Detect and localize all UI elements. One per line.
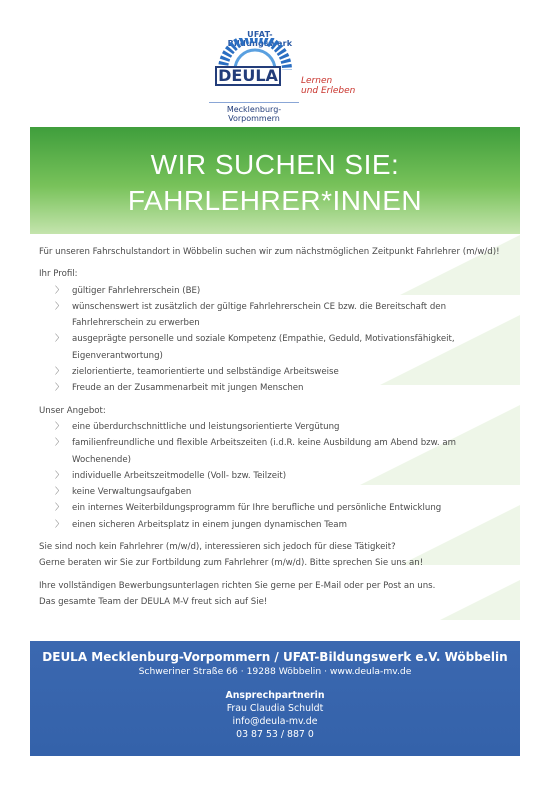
- chevron-right-icon: 〉: [55, 470, 64, 481]
- list-item: 〉 einen sicheren Arbeitsplatz in einem jungen dynamischen Team: [39, 517, 514, 533]
- job-description: [39, 244, 514, 610]
- list-item: 〉 Freude an der Zusammenarbeit mit jungen Menschen: [39, 380, 514, 396]
- chevron-right-icon: 〉: [55, 383, 64, 394]
- chevron-right-icon: 〉: [55, 438, 64, 449]
- contact-name: Frau Claudia Schuldt: [226, 703, 324, 714]
- contact-phone: 03 87 53 / 887 0: [236, 729, 314, 740]
- profile-list: [39, 283, 514, 397]
- list-item: 〉 zielorientierte, teamorientierte und selbständige Arbeitsweise: [39, 364, 514, 380]
- offer-heading: Unser Angebot:: [39, 405, 106, 416]
- list-item: 〉 keine Verwaltungsaufgaben: [39, 484, 514, 500]
- chevron-right-icon: 〉: [55, 285, 64, 296]
- chevron-right-icon: 〉: [55, 301, 64, 312]
- closing-line-2: Gerne beraten wir Sie zur Fortbildung zum Fahrlehrer (m/w/d). Bitte sprechen Sie uns an!: [39, 558, 424, 569]
- slogan-line-1: Lernen: [301, 76, 333, 86]
- list-item: 〉 ausgeprägte personelle und soziale Kompetenz (Empathie, Geduld, Motivationsfähigkeit, Eigenverantwortung): [39, 331, 514, 364]
- list-item: 〉 gültiger Fahrlehrerschein (BE): [39, 283, 514, 299]
- list-item: 〉 familienfreundliche und flexible Arbeitszeiten (i.d.R. keine Ausbildung am Abend bzw. am Wochenende): [39, 435, 514, 468]
- chevron-right-icon: 〉: [55, 519, 64, 530]
- offer-list: [39, 419, 514, 533]
- chevron-right-icon: 〉: [55, 334, 64, 345]
- deula-logo: [205, 30, 365, 123]
- profile-heading: Ihr Profil:: [39, 269, 78, 280]
- logo-region: Mecklenburg-Vorpommern: [209, 102, 299, 123]
- list-item: 〉 ein internes Weiterbildungsprogramm für Ihre berufliche und persönliche Entwicklung: [39, 500, 514, 516]
- contact-title: Ansprechpartnerin: [225, 690, 325, 701]
- closing-line-3: Ihre vollständigen Bewerbungsunterlagen richten Sie gerne per E-Mail oder per Post an uns.: [39, 580, 436, 591]
- logo-slogan: [301, 76, 355, 96]
- logo-wordmark: DEULA: [215, 66, 281, 86]
- headline-banner: [30, 127, 520, 234]
- closing-line-1: Sie sind noch kein Fahrlehrer (m/w/d), interessieren sich jedoch für diese Tätigkeit?: [39, 542, 396, 553]
- closing-line-4: Das gesamte Team der DEULA M-V freut sich auf Sie!: [39, 596, 268, 607]
- list-item: 〉 individuelle Arbeitszeitmodelle (Voll- bzw. Teilzeit): [39, 468, 514, 484]
- chevron-right-icon: 〉: [55, 367, 64, 378]
- chevron-right-icon: 〉: [55, 503, 64, 514]
- slogan-line-2: und Erleben: [301, 86, 356, 96]
- chevron-right-icon: 〉: [55, 487, 64, 498]
- footer-org: DEULA Mecklenburg-Vorpommern / UFAT-Bildungswerk e.V. Wöbbelin: [42, 650, 508, 664]
- contact-email[interactable]: info@deula-mv.de: [232, 716, 318, 727]
- footer-address: Schweriner Straße 66 · 19288 Wöbbelin · www.deula-mv.de: [138, 666, 412, 677]
- logo-arc-text: UFAT-Bildungswerk: [227, 30, 293, 48]
- headline-line-2: FAHRLEHRER*INNEN: [127, 185, 423, 216]
- chevron-right-icon: 〉: [55, 421, 64, 432]
- list-item: 〉 eine überdurchschnittliche und leistungsorientierte Vergütung: [39, 419, 514, 435]
- list-item: 〉 wünschenswert ist zusätzlich der gültige Fahrlehrerschein CE bzw. die Bereitschaft den Fahrlehrerschein zu erwerben: [39, 299, 514, 332]
- headline-line-1: WIR SUCHEN SIE:: [150, 149, 400, 180]
- intro-text: Für unseren Fahrschulstandort in Wöbbelin suchen wir zum nächstmöglichen Zeitpunkt Fahrlehrer (m/w/d)!: [39, 247, 500, 257]
- contact-footer: [30, 641, 520, 756]
